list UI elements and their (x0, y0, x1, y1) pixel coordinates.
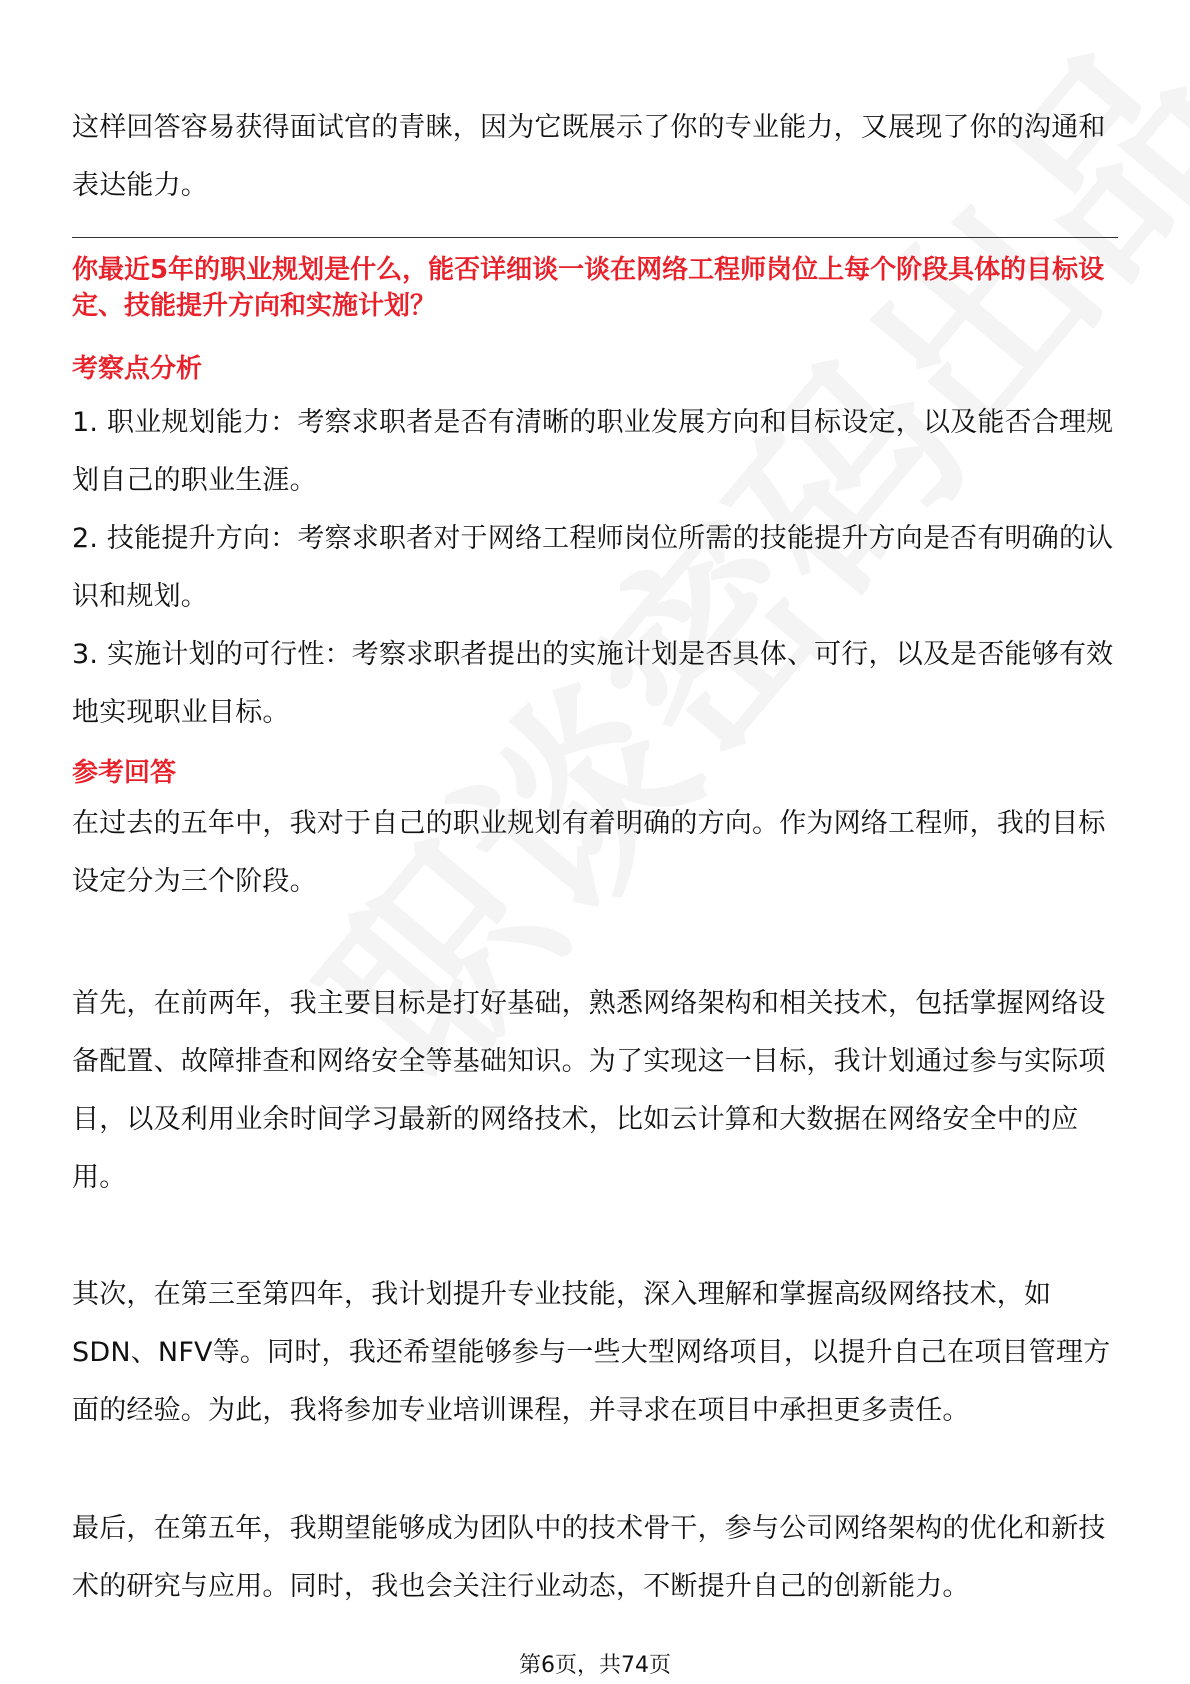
page-number: 第6页，共74页 (519, 1653, 671, 1678)
analysis-title: 考察点分析 (72, 354, 203, 384)
answer-paragraph: 最后，在第五年，我期望能够成为团队中的技术骨干，参与公司网络架构的优化和新技术的研究与应用。同时，我也会关注行业动态，不断提升自己的创新能力。 (72, 1513, 1106, 1602)
intro-paragraph: 这样回答容易获得面试官的青睐，因为它既展示了你的专业能力，又展现了你的沟通和表达能力。 (72, 112, 1106, 201)
analysis-list (72, 394, 1118, 742)
analysis-item: 1. 职业规划能力：考察求职者是否有清晰的职业发展方向和目标设定，以及能否合理规划自己的职业生涯。 (72, 407, 1114, 496)
answer-paragraph: 其次，在第三至第四年，我计划提升专业技能，深入理解和掌握高级网络技术，如SDN、NFV等。同时，我还希望能够参与一些大型网络项目，以提升自己在项目管理方面的经验。为此，我将参加专业培训课程，并寻求在项目中承担更多责任。 (72, 1279, 1111, 1426)
question-heading: 你最近5年的职业规划是什么，能否详细谈一谈在网络工程师岗位上每个阶段具体的目标设定、技能提升方向和实施计划？ (72, 255, 1105, 321)
answer-title: 参考回答 (72, 758, 177, 788)
divider (72, 237, 1118, 238)
answer-paragraph: 在过去的五年中，我对于自己的职业规划有着明确的方向。作为网络工程师，我的目标设定分为三个阶段。 (72, 808, 1106, 897)
document-page (72, 0, 1118, 1684)
answer-paragraph: 首先，在前两年，我主要目标是打好基础，熟悉网络架构和相关技术，包括掌握网络设备配置、故障排查和网络安全等基础知识。为了实现这一目标，我计划通过参与实际项目，以及利用业余时间学习最新的网络技术，比如云计算和大数据在网络安全中的应用。 (72, 988, 1106, 1193)
analysis-item: 3. 实施计划的可行性：考察求职者提出的实施计划是否具体、可行，以及是否能够有效地实现职业目标。 (72, 639, 1114, 728)
analysis-item: 2. 技能提升方向：考察求职者对于网络工程师岗位所需的技能提升方向是否有明确的认识和规划。 (72, 523, 1114, 612)
